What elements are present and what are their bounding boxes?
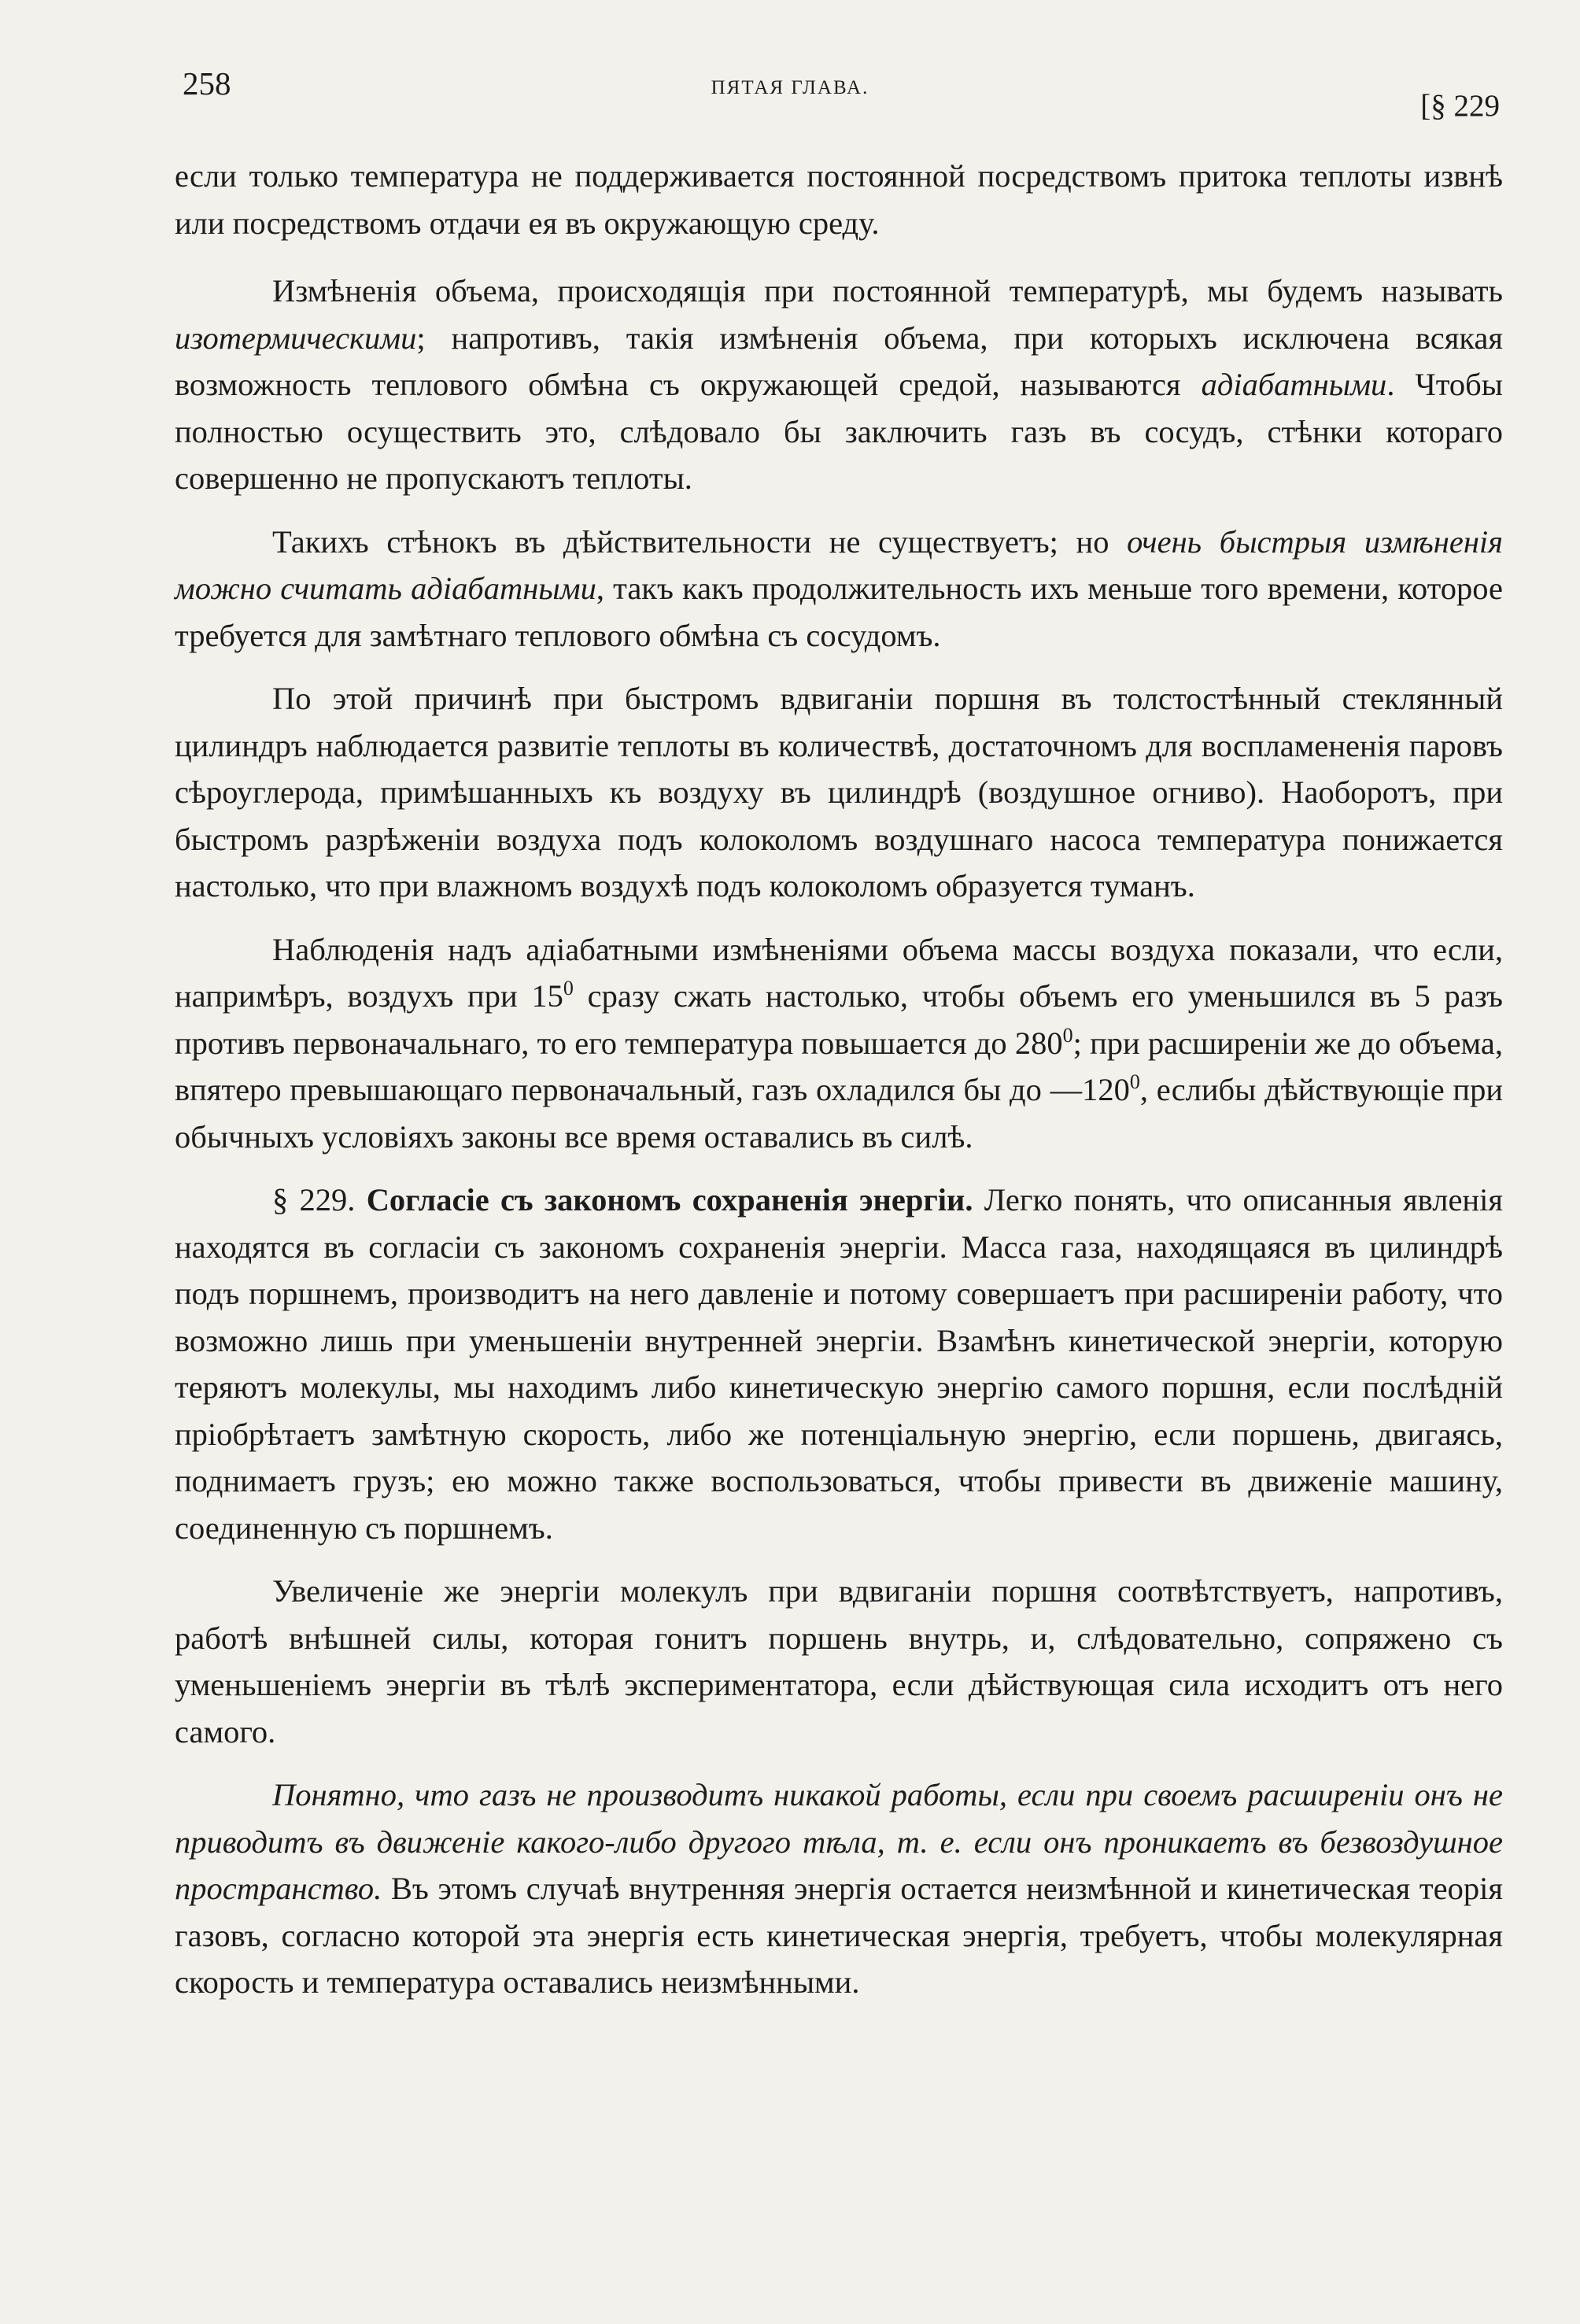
paragraph-continuation: если только температура не поддерживается постоянной посредствомъ притока теплоты извнѣ или посредствомъ отдачи ея въ окружающую среду. <box>175 158 1503 241</box>
paragraph-isothermal-adiabatic: Измѣненія объема, происходящія при постоянной температурѣ, мы будемъ называть изотермическими; напротивъ, такія измѣненія объема, при которыхъ исключена всякая возможность теплового обмѣна съ окружающей средой, называются адіабатными. Чтобы полностью осуществить это, слѣдовало бы заключить газъ въ сосудъ, стѣнки котораго совершенно не пропускаютъ теплоты. <box>175 273 1503 496</box>
paragraph-free-expansion: Понятно, что газъ не производитъ никакой работы, если при своемъ расширеніи онъ не приводитъ въ движеніе какого-либо другого тѣла, т. е. если онъ проникаетъ въ безвоздушное пространство. Въ этомъ случаѣ внутренняя энергія остается неизмѣнной и кинетическая теорія газовъ, согласно которой эта энергія есть кинетическая энергія, требуетъ, чтобы молекулярная скорость и температура оставались неизмѣнными. <box>175 1777 1503 2000</box>
section-title: Согласіе съ закономъ сохраненія энергіи. <box>366 1182 973 1217</box>
paragraph-energy-increase: Увеличеніе же энергіи молекулъ при вдвиганіи поршня соотвѣтствуетъ, напротивъ, работѣ внѣшней силы, которая гонитъ поршень внутрь, и, слѣдовательно, сопряжено съ уменьшеніемъ энергіи въ тѣлѣ экспериментатора, если дѣйствующая сила исходитъ отъ него самого. <box>175 1573 1503 1749</box>
page-body <box>175 153 1503 2023</box>
running-head: ПЯТАЯ ГЛАВА. <box>711 77 869 98</box>
paragraph-observations: Наблюденія надъ адіабатными измѣненіями объема массы воздуха показали, что если, напримѣръ, воздухъ при $15^0$ сразу сжать настолько, чтобы объемъ его уменьшился въ 5 разъ противъ первоначальнаго, то его температура повышается до $280^0$; при расширеніи же до объема, впятеро превышающаго первоначальный, газъ охладился бы до $—120^0$, еслибы дѣйствующіе при обычныхъ условіяхъ законы все время оставались въ силѣ. <box>175 931 1503 1155</box>
paragraph-fast-changes: Такихъ стѣнокъ въ дѣйствительности не существуетъ; но очень быстрыя измѣненія можно считать адіабатными, такъ какъ продолжительность ихъ меньше того времени, которое требуется для замѣтнаго теплового обмѣна съ сосудомъ. <box>175 523 1503 653</box>
emphasis-free-expansion: Понятно, что газъ не производитъ никакой работы, если при своемъ расширеніи онъ не приводитъ въ движеніе какого-либо другого тѣла, т. е. если онъ проникаетъ въ безвоздушное пространство. <box>175 1777 1503 1906</box>
term-adiabatic: адіабатными <box>1201 367 1387 402</box>
page-number: 258 <box>183 65 231 102</box>
section-reference: [§ 229 <box>1420 89 1500 123</box>
term-isothermal: изотермическими <box>175 320 417 356</box>
section-229-paragraph: § 229. Согласіе съ закономъ сохраненія энергіи. Легко понять, что описанныя явленія находятся въ согласіи съ закономъ сохраненія энергіи. Масса газа, находящаяся въ цилиндрѣ подъ поршнемъ, производитъ на него давленіе и потому совершаетъ при расширеніи работу, что возможно лишь при уменьшеніи внутренней энергіи. Взамѣнъ кинетической энергіи, которую теряютъ молекулы, мы находимъ либо кинетическую энергію самого поршня, если послѣдній пріобрѣтаетъ замѣтную скорость, либо же потенціальную энергію, если поршень, двигаясь, поднимаетъ грузъ; ею можно также воспользоваться, чтобы привести въ движеніе машину, соединенную съ поршнемъ. <box>175 1182 1503 1546</box>
emphasis-fast-changes: очень быстрыя измѣненія можно считать адіабатными <box>175 523 1503 606</box>
paragraph-air-fire-piston: По этой причинѣ при быстромъ вдвиганіи поршня въ толстостѣнный стеклянный цилиндръ наблюдается развитіе теплоты въ количествѣ, достаточномъ для воспламененія паровъ сѣроуглерода, примѣшанныхъ къ воздуху въ цилиндрѣ (воздушное огниво). Наоборотъ, при быстромъ разрѣженіи воздуха подъ колоколомъ воздушнаго насоса температура понижается настолько, что при влажномъ воздухѣ подъ колоколомъ образуется туманъ. <box>175 681 1503 903</box>
page-header <box>0 65 1580 123</box>
section-number: § 229. <box>272 1182 356 1217</box>
